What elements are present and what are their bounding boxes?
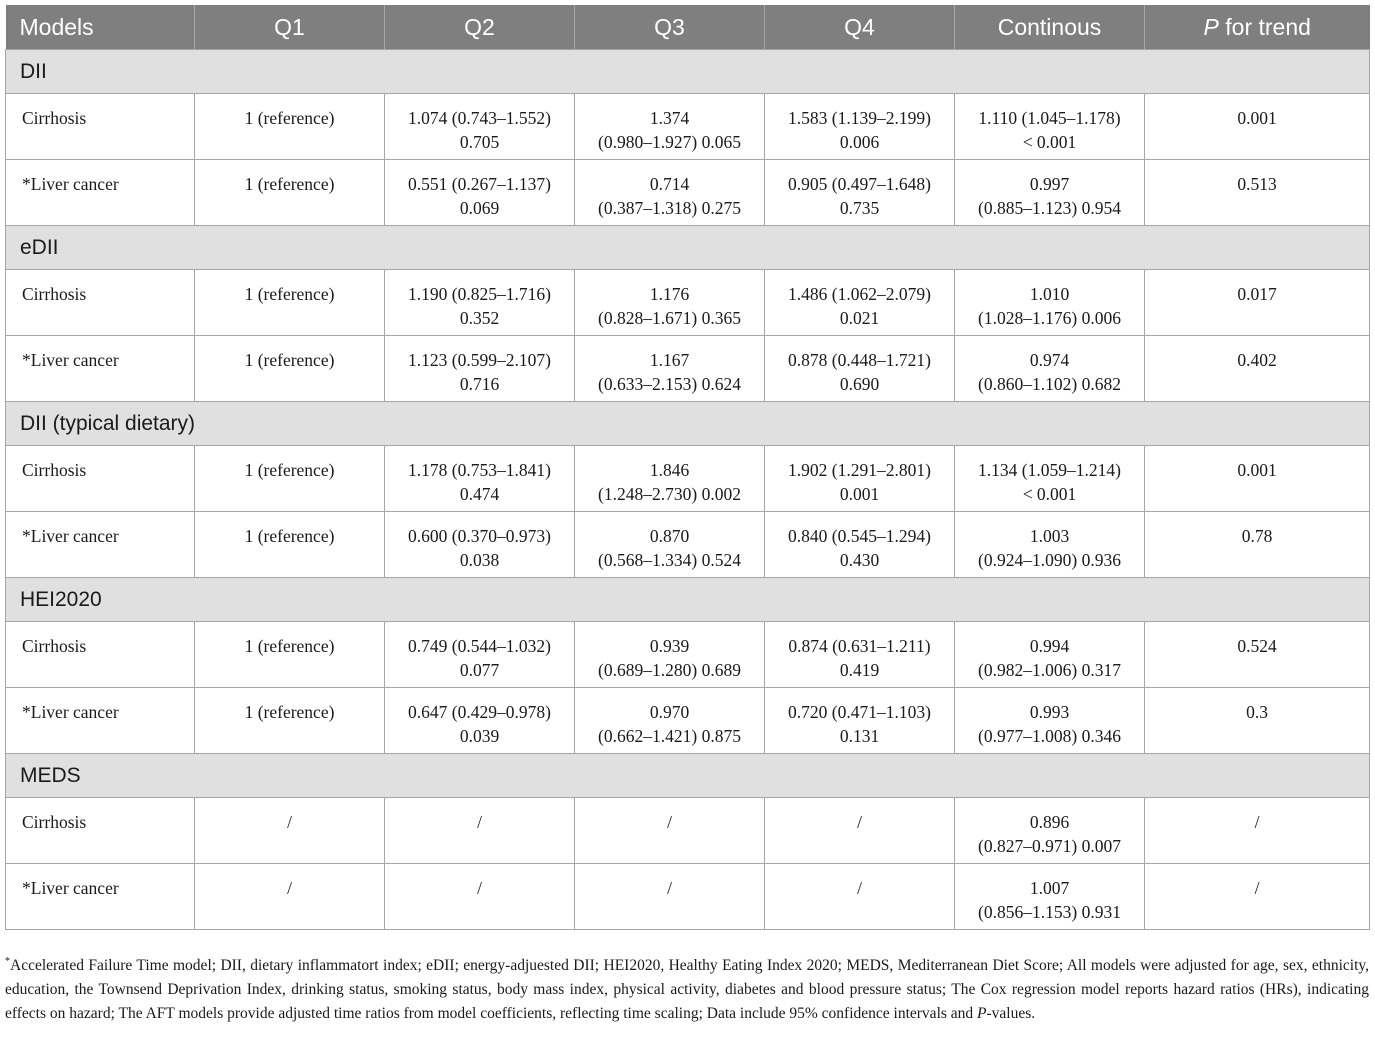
cell-line-1: 1.010 [1029,284,1070,304]
table-row [6,94,1370,160]
cell-q1: 1 (reference) [195,622,385,688]
cell-line-1: 1.007 [1029,878,1070,898]
cell-line-2: 0.001 [839,484,880,504]
cell-line-1: 1.176 [649,284,690,304]
table-row [6,512,1370,578]
header-q3: Q3 [575,5,765,50]
table-row [6,622,1370,688]
group-title: DII [6,50,1370,94]
group-title: MEDS [6,754,1370,798]
cell-line-1: 1.167 [649,350,690,370]
cell-q2 [385,864,575,930]
cell-q4 [765,512,955,578]
cell-line-2: 0.131 [839,726,880,746]
cell-line-1: 0.970 [649,702,690,722]
row-label: *Liver cancer [6,160,195,226]
results-table [5,5,1370,930]
cell-q4 [765,622,955,688]
cell-q3 [575,688,765,754]
row-label: *Liver cancer [6,688,195,754]
cell-line-1: 0.939 [649,636,690,656]
group-row [6,578,1370,622]
cell-line-2: (0.828–1.671) 0.365 [598,308,741,328]
cell-line-2: (0.387–1.318) 0.275 [598,198,741,218]
cell-line-2: < 0.001 [1022,484,1077,504]
cell-p-trend: 0.001 [1145,446,1370,512]
cell-q1: 1 (reference) [195,336,385,402]
header-p-for-trend: P for trend [1145,5,1370,50]
cell-q3 [575,94,765,160]
cell-line-2: (0.633–2.153) 0.624 [598,374,741,394]
cell-line-1: 1.374 [649,108,690,128]
cell-q3 [575,270,765,336]
table-row [6,446,1370,512]
footnote-text: Accelerated Failure Time model; DII, dietary inflammatort index; eDII; energy-adjuested DII; HEI2020, Healthy Eating Index 2020; MEDS, Mediterranean Diet Score; All models were adjusted for age, sex, ethnicity, education, the Townsend Deprivation Index, drinking status, smoking status, body mass index, physical activity, diabetes and blood pressure status; The Cox regression model reports hazard ratios (HRs), indicating effects on hazard; The AFT models provide adjusted time ratios from model coefficients, reflecting time scaling; Data include 95% confidence intervals and [5,957,1369,1023]
header-q2: Q2 [385,5,575,50]
cell-line-2: (1.248–2.730) 0.002 [598,484,741,504]
cell-q1: / [195,864,385,930]
cell-q1: 1 (reference) [195,446,385,512]
row-label: Cirrhosis [6,622,195,688]
table-row [6,160,1370,226]
cell-q3 [575,160,765,226]
cell-line-1: 1.110 (1.045–1.178) [978,108,1121,128]
cell-q1: 1 (reference) [195,94,385,160]
cell-line-1: 0.870 [649,526,690,546]
cell-q3 [575,798,765,864]
cell-line-2: (0.860–1.102) 0.682 [978,374,1121,394]
cell-line-1: 1.123 (0.599–2.107) [408,350,551,370]
cell-line-1: 0.994 [1029,636,1070,656]
cell-line-2: (0.827–0.971) 0.007 [978,836,1121,856]
cell-p-trend: 0.001 [1145,94,1370,160]
cell-line-1: 0.874 (0.631–1.211) [788,636,931,656]
cell-line-2: 0.038 [459,550,500,570]
table-footnote [5,950,1369,1026]
cell-line-1: / [477,812,482,832]
cell-line-1: 1.902 (1.291–2.801) [788,460,931,480]
cell-q4 [765,688,955,754]
cell-line-2: 0.735 [839,198,880,218]
cell-line-2: 0.069 [459,198,500,218]
cell-line-2: 0.430 [839,550,880,570]
cell-line-1: / [667,812,672,832]
cell-line-1: 0.905 (0.497–1.648) [788,174,931,194]
header-models: Models [6,5,195,50]
row-label: *Liver cancer [6,512,195,578]
footnote-end: -values. [986,1005,1036,1023]
cell-continuous [955,270,1145,336]
table-row [6,798,1370,864]
group-row [6,754,1370,798]
cell-line-1: 1.846 [649,460,690,480]
cell-q4 [765,336,955,402]
cell-line-1: 1.583 (1.139–2.199) [788,108,931,128]
cell-q3 [575,336,765,402]
cell-q4 [765,94,955,160]
cell-q2 [385,622,575,688]
cell-q1: 1 (reference) [195,512,385,578]
cell-line-1: 0.749 (0.544–1.032) [408,636,551,656]
cell-line-1: 0.878 (0.448–1.721) [788,350,931,370]
cell-continuous [955,336,1145,402]
cell-line-1: 1.486 (1.062–2.079) [788,284,931,304]
cell-line-1: 0.896 [1029,812,1070,832]
cell-q1: 1 (reference) [195,160,385,226]
cell-continuous [955,94,1145,160]
cell-line-2: (0.689–1.280) 0.689 [598,660,741,680]
group-title: DII (typical dietary) [6,402,1370,446]
table-header-row [6,5,1370,50]
cell-line-1: 0.714 [649,174,690,194]
cell-line-2: (1.028–1.176) 0.006 [978,308,1121,328]
header-continuous: Continous [955,5,1145,50]
row-label: *Liver cancer [6,336,195,402]
cell-line-2: 0.705 [459,132,500,152]
table-row [6,688,1370,754]
cell-p-trend: 0.524 [1145,622,1370,688]
table-body [6,50,1370,930]
cell-continuous [955,622,1145,688]
footnote-p-italic: P [977,1005,987,1023]
header-q4: Q4 [765,5,955,50]
cell-q4 [765,160,955,226]
footnote-marker: * [5,956,10,967]
row-label: Cirrhosis [6,94,195,160]
cell-line-1: 1.190 (0.825–1.716) [408,284,551,304]
cell-q4 [765,864,955,930]
cell-line-1: 0.647 (0.429–0.978) [408,702,551,722]
cell-q2 [385,94,575,160]
cell-line-1: 1.074 (0.743–1.552) [408,108,551,128]
cell-p-trend: / [1145,798,1370,864]
cell-line-1: / [857,878,862,898]
cell-line-2: 0.716 [459,374,500,394]
cell-continuous [955,798,1145,864]
cell-line-2: 0.690 [839,374,880,394]
cell-line-2: (0.568–1.334) 0.524 [598,550,741,570]
cell-q1: / [195,798,385,864]
table-row [6,270,1370,336]
cell-line-2: 0.039 [459,726,500,746]
header-q1: Q1 [195,5,385,50]
cell-q2 [385,688,575,754]
cell-q4 [765,446,955,512]
row-label: Cirrhosis [6,270,195,336]
cell-line-1: 1.134 (1.059–1.214) [978,460,1121,480]
cell-q2 [385,446,575,512]
cell-line-2: 0.077 [459,660,500,680]
cell-line-1: / [667,878,672,898]
cell-line-2: (0.924–1.090) 0.936 [978,550,1121,570]
group-row [6,402,1370,446]
cell-line-2: (0.885–1.123) 0.954 [978,198,1121,218]
group-title: HEI2020 [6,578,1370,622]
row-label: Cirrhosis [6,446,195,512]
cell-q2 [385,160,575,226]
group-row [6,226,1370,270]
row-label: Cirrhosis [6,798,195,864]
group-row [6,50,1370,94]
table-row [6,864,1370,930]
cell-q3 [575,622,765,688]
cell-line-1: 0.993 [1029,702,1070,722]
row-label: *Liver cancer [6,864,195,930]
cell-line-2: (0.977–1.008) 0.346 [978,726,1121,746]
cell-line-2: (0.662–1.421) 0.875 [598,726,741,746]
cell-q1: 1 (reference) [195,688,385,754]
cell-continuous [955,446,1145,512]
cell-q4 [765,798,955,864]
cell-line-2: (0.982–1.006) 0.317 [978,660,1121,680]
cell-line-1: 0.974 [1029,350,1070,370]
cell-q3 [575,512,765,578]
cell-q2 [385,798,575,864]
cell-p-trend: 0.3 [1145,688,1370,754]
table-row [6,336,1370,402]
group-title: eDII [6,226,1370,270]
cell-continuous [955,512,1145,578]
cell-q2 [385,336,575,402]
cell-line-2: (0.856–1.153) 0.931 [978,902,1121,922]
cell-line-1: 0.720 (0.471–1.103) [788,702,931,722]
cell-line-1: 0.997 [1029,174,1070,194]
cell-continuous [955,160,1145,226]
cell-q2 [385,270,575,336]
cell-line-2: (0.980–1.927) 0.065 [598,132,741,152]
cell-q4 [765,270,955,336]
cell-line-1: 0.840 (0.545–1.294) [788,526,931,546]
cell-continuous [955,688,1145,754]
cell-p-trend: 0.402 [1145,336,1370,402]
cell-line-1: / [477,878,482,898]
cell-q3 [575,864,765,930]
cell-line-1: / [857,812,862,832]
cell-q2 [385,512,575,578]
cell-line-2: 0.474 [459,484,500,504]
results-table-container [5,5,1369,930]
cell-continuous [955,864,1145,930]
cell-q1: 1 (reference) [195,270,385,336]
cell-p-trend: / [1145,864,1370,930]
cell-line-2: 0.021 [839,308,880,328]
cell-line-2: 0.419 [839,660,880,680]
cell-p-trend: 0.017 [1145,270,1370,336]
cell-line-2: 0.006 [839,132,880,152]
cell-line-1: 0.551 (0.267–1.137) [408,174,551,194]
cell-line-1: 1.178 (0.753–1.841) [408,460,551,480]
cell-p-trend: 0.78 [1145,512,1370,578]
cell-q3 [575,446,765,512]
cell-line-1: 0.600 (0.370–0.973) [408,526,551,546]
cell-line-1: 1.003 [1029,526,1070,546]
cell-p-trend: 0.513 [1145,160,1370,226]
cell-line-2: < 0.001 [1022,132,1077,152]
cell-line-2: 0.352 [459,308,500,328]
